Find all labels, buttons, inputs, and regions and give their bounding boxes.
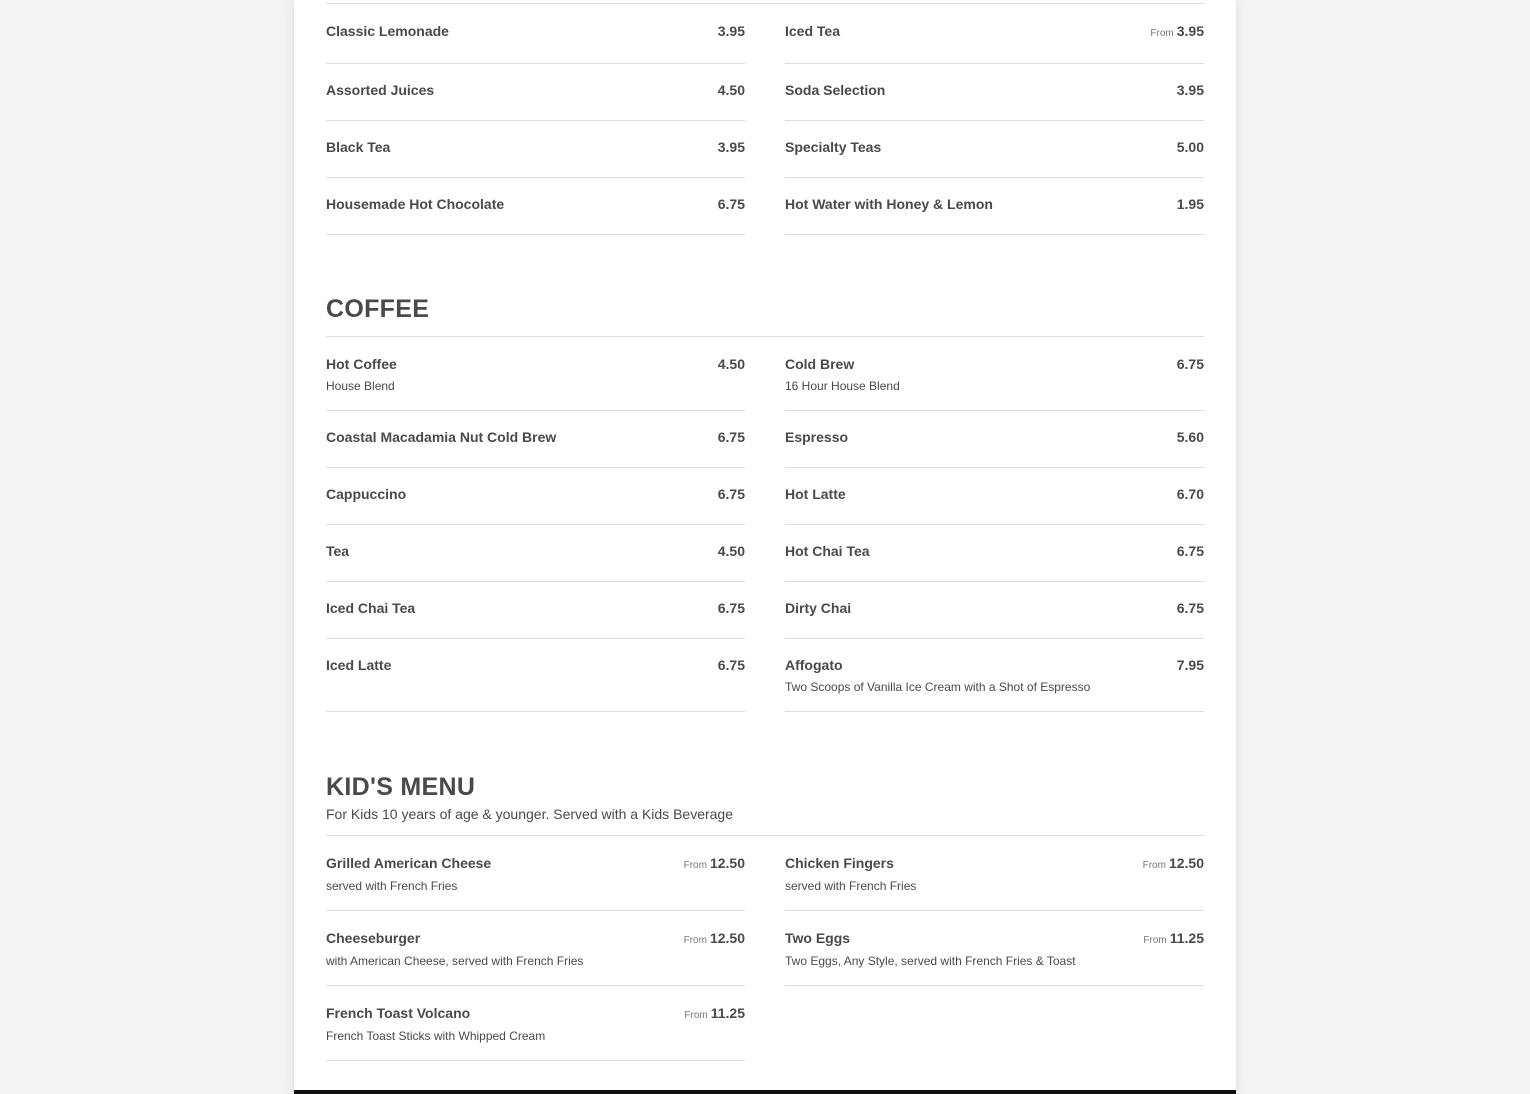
item-name: Soda Selection xyxy=(785,82,886,98)
menu-item xyxy=(326,468,745,525)
price-value: 3.95 xyxy=(1176,23,1204,39)
item-description: Two Eggs, Any Style, served with French Fries & Toast xyxy=(785,954,1076,968)
menu-item xyxy=(326,986,745,1061)
from-label: From xyxy=(684,1010,708,1021)
price-value: 11.25 xyxy=(1169,930,1204,946)
item-name: Espresso xyxy=(785,429,849,445)
item-name: Cappuccino xyxy=(326,486,407,502)
item-price xyxy=(1143,855,1204,871)
menu-item xyxy=(785,468,1204,525)
section-title: COFFEE xyxy=(326,295,430,323)
item-price: 4.50 xyxy=(717,82,745,98)
item-description: served with French Fries xyxy=(326,879,458,893)
menu-item xyxy=(326,64,745,121)
item-price xyxy=(1150,23,1204,39)
kids-menu-section xyxy=(326,772,1204,1061)
item-price xyxy=(684,930,745,946)
item-name: Classic Lemonade xyxy=(326,23,449,39)
item-price: 7.95 xyxy=(1176,657,1204,673)
from-label: From xyxy=(1150,28,1174,39)
item-name: Hot Chai Tea xyxy=(785,543,870,559)
item-name: Cold Brew xyxy=(785,356,855,372)
item-price: 4.50 xyxy=(717,356,745,372)
menu-item xyxy=(785,582,1204,639)
coffee-section xyxy=(326,294,1204,712)
menu-item xyxy=(326,582,745,639)
menu-item xyxy=(785,911,1204,986)
item-description: House Blend xyxy=(326,379,395,393)
item-name: Dirty Chai xyxy=(785,600,852,616)
beverages-right-column xyxy=(785,4,1204,235)
item-description: served with French Fries xyxy=(785,879,917,893)
menu-item xyxy=(785,411,1204,468)
item-name: Housemade Hot Chocolate xyxy=(326,196,505,212)
menu-item xyxy=(326,411,745,468)
menu-item xyxy=(326,525,745,582)
item-name: Specialty Teas xyxy=(785,139,882,155)
menu-item xyxy=(785,525,1204,582)
item-name: Hot Water with Honey & Lemon xyxy=(785,196,993,212)
item-price: 1.95 xyxy=(1176,196,1204,212)
item-name: Hot Coffee xyxy=(326,356,397,372)
item-price: 6.75 xyxy=(717,429,745,445)
item-name: Hot Latte xyxy=(785,486,846,502)
menu-item xyxy=(326,121,745,178)
menu-item xyxy=(326,836,745,911)
item-price xyxy=(684,1005,745,1021)
item-name: Iced Chai Tea xyxy=(326,600,416,616)
price-value: 11.25 xyxy=(710,1005,745,1021)
kids-right-column xyxy=(785,836,1204,1061)
price-value: 12.50 xyxy=(709,855,745,871)
footer-bar xyxy=(294,1090,1236,1094)
menu-item xyxy=(785,178,1204,235)
menu-item xyxy=(785,337,1204,411)
section-title: KID'S MENU xyxy=(326,773,476,801)
item-price: 4.50 xyxy=(717,543,745,559)
beverages-left-column xyxy=(326,4,745,235)
item-price: 6.75 xyxy=(717,657,745,673)
item-name: Two Eggs xyxy=(785,930,851,946)
item-price: 3.95 xyxy=(717,23,745,39)
coffee-left-column xyxy=(326,337,745,712)
price-value: 12.50 xyxy=(1168,855,1204,871)
from-label: From xyxy=(683,935,707,946)
menu-item xyxy=(326,178,745,235)
from-label: From xyxy=(1142,860,1166,871)
item-description: 16 Hour House Blend xyxy=(785,379,900,393)
from-label: From xyxy=(1143,935,1167,946)
item-price: 6.75 xyxy=(717,486,745,502)
menu-card xyxy=(294,0,1236,1094)
item-name: Chicken Fingers xyxy=(785,855,894,871)
from-label: From xyxy=(683,860,707,871)
item-name: French Toast Volcano xyxy=(326,1005,471,1021)
item-price: 6.70 xyxy=(1176,486,1204,502)
item-price: 5.00 xyxy=(1176,139,1204,155)
section-subtitle: For Kids 10 years of age & younger. Served with a Kids Beverage xyxy=(326,806,734,822)
item-name: Iced Tea xyxy=(785,23,840,39)
item-price: 6.75 xyxy=(717,600,745,616)
kids-left-column xyxy=(326,836,745,1061)
item-description: Two Scoops of Vanilla Ice Cream with a Shot of Espresso xyxy=(785,680,1091,694)
item-name: Cheeseburger xyxy=(326,930,421,946)
beverages-section xyxy=(326,3,1204,235)
menu-item xyxy=(785,639,1204,712)
item-price xyxy=(684,855,745,871)
menu-item xyxy=(785,836,1204,911)
menu-item xyxy=(326,4,745,64)
menu-item xyxy=(326,911,745,986)
item-name: Black Tea xyxy=(326,139,391,155)
item-name: Grilled American Cheese xyxy=(326,855,492,871)
price-value: 12.50 xyxy=(709,930,745,946)
menu-item xyxy=(785,4,1204,64)
item-price: 6.75 xyxy=(1176,356,1204,372)
item-price: 6.75 xyxy=(717,196,745,212)
item-name: Assorted Juices xyxy=(326,82,435,98)
item-name: Iced Latte xyxy=(326,657,392,673)
item-name: Tea xyxy=(326,543,350,559)
item-price: 3.95 xyxy=(717,139,745,155)
menu-item xyxy=(326,337,745,411)
item-name: Coastal Macadamia Nut Cold Brew xyxy=(326,429,557,445)
item-price: 5.60 xyxy=(1176,429,1204,445)
item-price xyxy=(1143,930,1204,946)
menu-item xyxy=(785,64,1204,121)
coffee-right-column xyxy=(785,337,1204,712)
menu-item xyxy=(326,639,745,712)
item-description: French Toast Sticks with Whipped Cream xyxy=(326,1029,546,1043)
item-description: with American Cheese, served with French Fries xyxy=(326,954,584,968)
item-price: 6.75 xyxy=(1176,543,1204,559)
item-name: Affogato xyxy=(785,657,843,673)
item-price: 6.75 xyxy=(1176,600,1204,616)
item-price: 3.95 xyxy=(1176,82,1204,98)
menu-item xyxy=(785,121,1204,178)
